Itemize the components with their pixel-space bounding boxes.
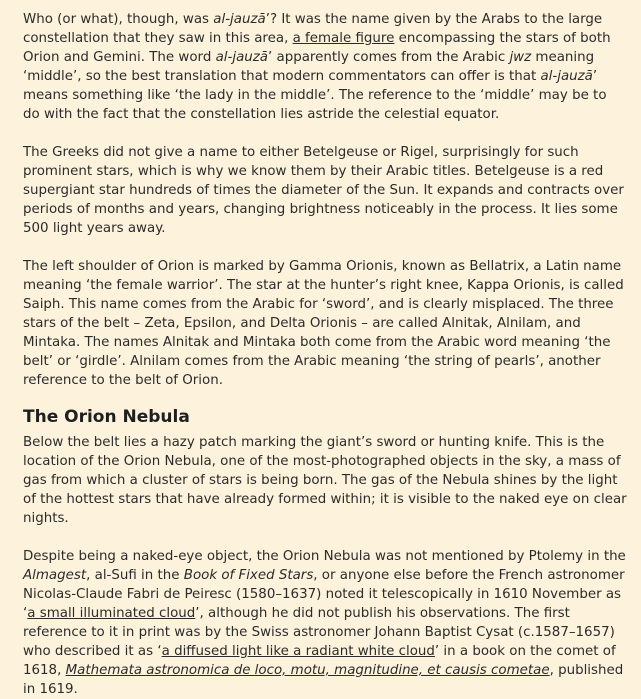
text-run: , published in 1619. bbox=[23, 663, 624, 697]
quote-mark: ‘ bbox=[157, 644, 162, 659]
text-run: , or anyone else before the French astronomer Nicolas-Claude Fabri de Peiresc (1580–1637) noted it telescopically in 1610 November as bbox=[23, 568, 625, 602]
paragraph-al-jauza bbox=[23, 10, 627, 124]
quote-mark: ‘ bbox=[23, 606, 28, 621]
text-run: meaning ‘middle’, so the best translation that modern commentators can offer is that bbox=[23, 50, 595, 84]
paragraph-bellatrix: The left shoulder of Orion is marked by Gamma Orionis, known as Bellatrix, a Latin name meaning ‘the female warrior’. The star at the hunter’s right knee, Kappa Orionis, is called Saiph. This name comes from the Arabic for ‘sword’, and is clearly misplaced. The three stars of the belt – Zeta, Epsilon, and Delta Orionis – are called Alnitak, Alnilam, and Mintaka. The names Alnitak and Mintaka both come from the Arabic word meaning ‘the belt’ or ‘girdle’. Alnilam comes from the Arabic meaning ‘the string of pearls’, another reference to the belt of Orion. bbox=[23, 259, 624, 388]
link-mathemata-astronomica[interactable]: Mathemata astronomica de loco, motu, magnitudine, et causis cometae bbox=[65, 663, 550, 678]
text-run: encompassing the stars of both Orion and Gemini. The word bbox=[23, 31, 611, 65]
link-female-figure[interactable]: a female figure bbox=[292, 31, 395, 46]
text-run: , al-Sufi in the bbox=[86, 568, 184, 583]
text-run: , although he did not publish his observations. The first reference to it in print was by the Swiss astronomer Johann Baptist Cysat (c.1587–1657) who described it as bbox=[23, 606, 615, 659]
quote-mark: ’ bbox=[195, 606, 200, 621]
link-diffused-light[interactable]: a diffused light like a radiant white cloud bbox=[161, 644, 435, 659]
text-run: in a book on the comet of 1618, bbox=[23, 644, 616, 678]
quote-mark: ’ bbox=[434, 644, 440, 659]
paragraph-nebula-history bbox=[23, 547, 627, 699]
term-al-jauza: al-jauzā bbox=[213, 12, 266, 27]
title-book-of-fixed-stars: Book of Fixed Stars bbox=[183, 568, 314, 583]
paragraph-nebula-location: Below the belt lies a hazy patch marking the giant’s sword or hunting knife. This is the location of the Orion Nebula, one of the most-photographed objects in the sky, a mass of gas from which a cluster of stars is being born. The gas of the Nebula shines by the light of the hottest stars that have already formed within; it is visible to the naked eye on clear nights. bbox=[23, 435, 627, 526]
link-small-illuminated-cloud[interactable]: a small illuminated cloud bbox=[27, 606, 196, 621]
paragraph-betelgeuse: The Greeks did not give a name to either Betelgeuse or Rigel, surprisingly for such prominent stars, which is why we know them by their Arabic titles. Betelgeuse is a red supergiant star hundreds of times the diameter of the Sun. It expands and contracts over periods of months and years, changing brightness noticeably in the process. It lies some 500 light years away. bbox=[23, 145, 624, 236]
text-run: ’? It was the name given by the Arabs to the large constellation that they saw in this area, bbox=[23, 12, 603, 46]
term-al-jauza: al-jauzā bbox=[215, 50, 268, 65]
section-heading: The Orion Nebula bbox=[23, 407, 190, 427]
text-run: Despite being a naked-eye object, the Orion Nebula was not mentioned by Ptolemy in the bbox=[23, 549, 626, 564]
term-al-jauza: al-jauzā bbox=[540, 69, 593, 84]
text-run: Who (or what), though, was bbox=[23, 12, 214, 27]
text-run: ’ apparently comes from the Arabic bbox=[268, 50, 510, 65]
title-almagest: Almagest bbox=[23, 568, 87, 583]
term-jwz: jwz bbox=[509, 50, 532, 65]
text-run: ’ means something like ‘the lady in the middle’. The reference to the ‘middle’ may be to do with the fact that the constellation lies astride the celestial equator. bbox=[23, 69, 607, 122]
